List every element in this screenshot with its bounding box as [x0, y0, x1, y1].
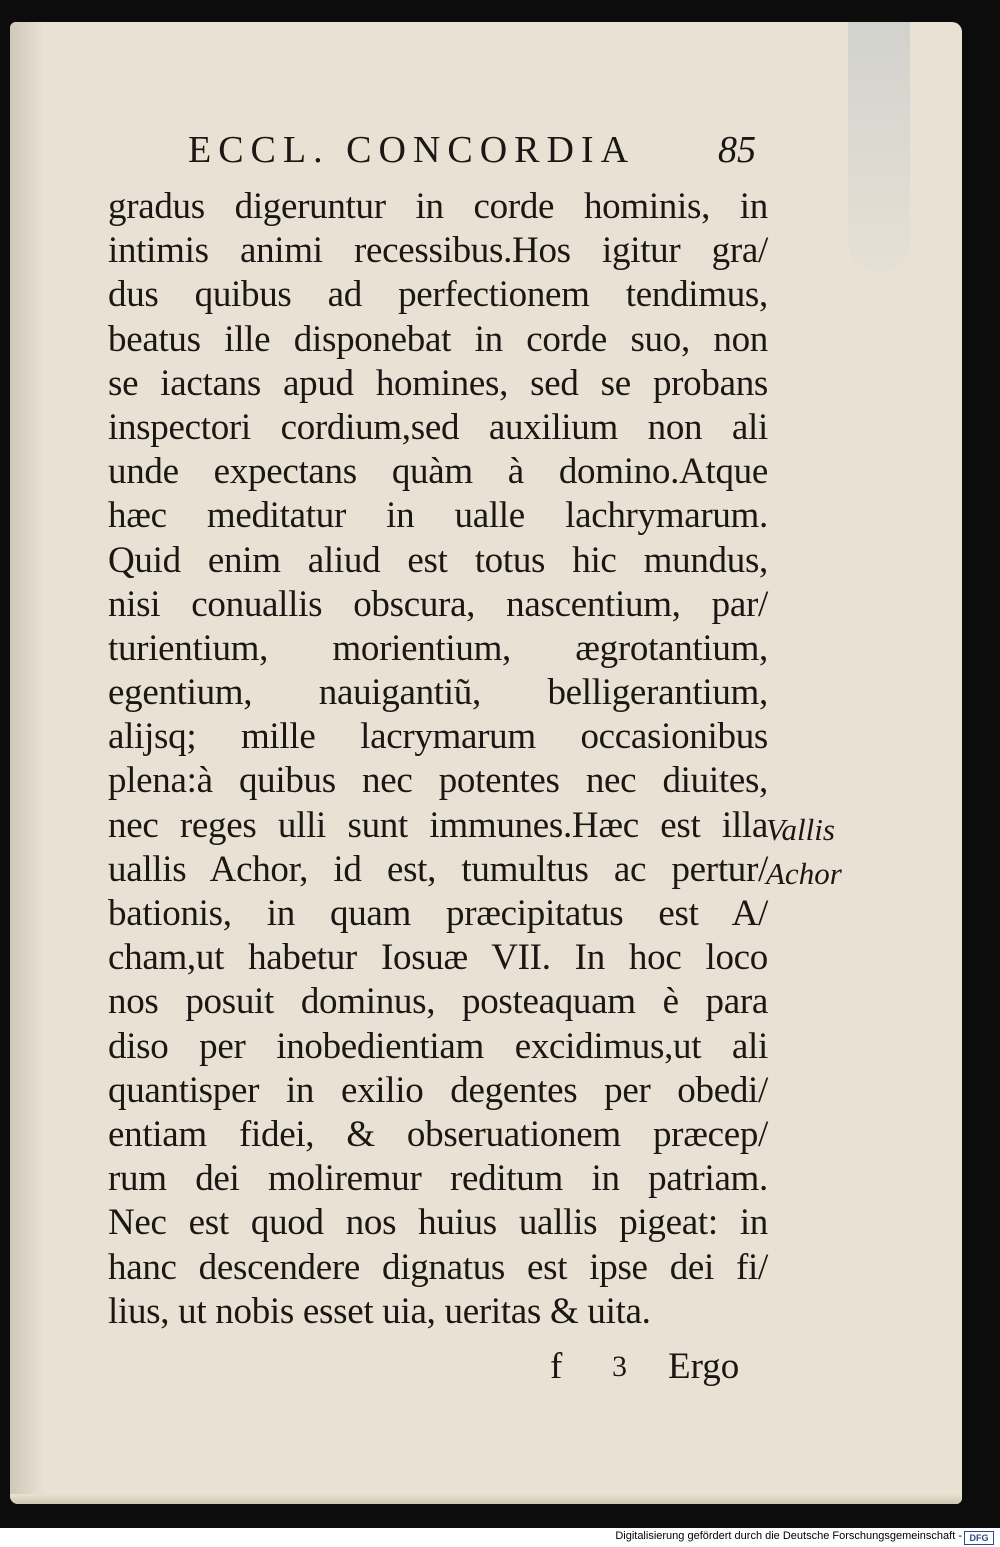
text-line: plena:à quibus nec potentes nec diuites,: [108, 760, 768, 802]
text-line: rum dei moliremur reditum in patriam.: [108, 1158, 768, 1200]
text-line: inspectori cordium,sed auxilium non ali: [108, 406, 768, 448]
text-line: lius, ut nobis esset uia, ueritas & uita.: [108, 1290, 651, 1332]
text-line: uallis Achor, id est, tumultus ac pertur/: [108, 848, 768, 890]
catchword: Ergo: [668, 1346, 740, 1387]
text-line: nisi conuallis obscura, nascentium, par/: [108, 583, 768, 625]
running-head: ECCL. CONCORDIA: [188, 129, 636, 171]
marginal-note-line: Vallis: [766, 812, 835, 847]
text-line: hæc meditatur in ualle lachrymarum.: [108, 495, 768, 537]
text-line: cham,ut habetur Iosuæ VII. In hoc loco: [108, 937, 768, 979]
text-line: gradus digeruntur in corde hominis, in: [108, 186, 768, 227]
text-line: beatus ille disponebat in corde suo, non: [108, 318, 768, 360]
text-line: Quid enim aliud est totus hic mundus,: [108, 539, 768, 581]
page-gutter: [10, 22, 44, 1504]
page-number: 85: [718, 129, 756, 171]
signature-number: 3: [612, 1350, 627, 1383]
page-edge: [10, 1494, 962, 1504]
signature-mark: f: [550, 1346, 563, 1387]
text-line: entiam fidei, & obseruationem præcep/: [108, 1113, 768, 1155]
marginal-note-line: Achor: [766, 856, 842, 891]
text-line: alijsq; mille lacrymarum occasionibus: [108, 716, 768, 758]
text-line: nos posuit dominus, posteaquam è para: [108, 981, 768, 1023]
text-line: egentium, nauigantiũ, belligerantium,: [108, 672, 768, 714]
footer-bar: [0, 1528, 1000, 1547]
text-line: quantisper in exilio degentes per obedi/: [108, 1069, 768, 1111]
text-line: intimis animi recessibus.Hos igitur gra/: [108, 230, 768, 272]
page-stain: [848, 22, 910, 272]
text-line: diso per inobedientiam excidimus,ut ali: [108, 1025, 768, 1067]
text-line: se iactans apud homines, sed se probans: [108, 362, 768, 404]
text-line: dus quibus ad perfectionem tendimus,: [108, 274, 768, 316]
body-text: [108, 185, 768, 1334]
text-line: turientium, morientium, ægrotantium,: [108, 627, 768, 669]
funding-credit: Digitalisierung gefördert durch die Deutsche Forschungsgemeinschaft -: [615, 1530, 962, 1542]
text-line: Nec est quod nos huius uallis pigeat: in: [108, 1202, 768, 1244]
marginal-note: [766, 808, 876, 896]
text-line: nec reges ulli sunt immunes.Hæc est illa: [108, 804, 768, 846]
text-line: hanc descendere dignatus est ipse dei fi/: [108, 1246, 768, 1288]
text-line: unde expectans quàm à domino.Atque: [108, 451, 768, 493]
text-line: bationis, in quam præcipitatus est A/: [108, 893, 768, 934]
dfg-logo: DFG: [964, 1531, 994, 1545]
